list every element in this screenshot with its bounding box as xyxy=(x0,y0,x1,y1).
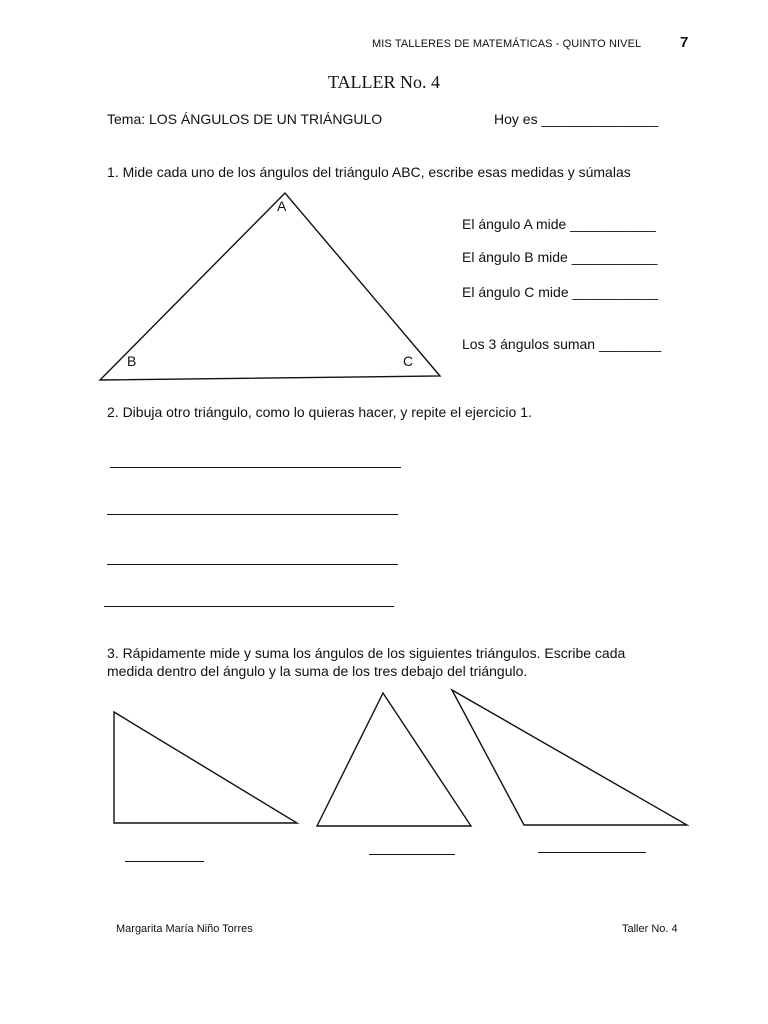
vertex-label-c: C xyxy=(403,353,414,369)
footer-author: Margarita María Niño Torres xyxy=(116,923,253,935)
right-triangle xyxy=(114,712,297,823)
vertex-label-a: A xyxy=(277,198,287,214)
exercise-3-instruction-line-2: medida dentro del ángulo y la suma de los tres debajo del triángulo. xyxy=(107,663,528,679)
exercise-1-instruction: 1. Mide cada uno de los ángulos del triángulo ABC, escribe esas medidas y súmalas xyxy=(107,164,631,180)
sum-line-acute-triangle xyxy=(369,854,455,855)
angles-sum-prompt: Los 3 ángulos suman ________ xyxy=(462,336,662,352)
angle-a-answer: El ángulo A mide ___________ xyxy=(462,216,656,232)
obtuse-triangle xyxy=(452,690,687,825)
page-number: 7 xyxy=(680,34,689,51)
acute-triangle xyxy=(317,693,471,826)
angle-c-answer: El ángulo C mide ___________ xyxy=(462,284,659,300)
vertex-label-b: B xyxy=(127,353,137,369)
angle-b-answer: El ángulo B mide ___________ xyxy=(462,249,658,265)
page-title: TALLER No. 4 xyxy=(327,72,441,92)
sum-line-right-triangle xyxy=(125,861,204,862)
footer-workshop: Taller No. 4 xyxy=(622,923,678,935)
exercise-2-instruction: 2. Dibuja otro triángulo, como lo quieras hacer, y repite el ejercicio 1. xyxy=(107,404,532,420)
topic-label: Tema: LOS ÁNGULOS DE UN TRIÁNGULO xyxy=(107,111,383,127)
date-prompt: Hoy es _______________ xyxy=(494,111,659,127)
sum-line-obtuse-triangle xyxy=(538,852,646,853)
exercise-3-instruction-line-1: 3. Rápidamente mide y suma los ángulos de los siguientes triángulos. Escribe cada xyxy=(107,645,626,661)
running-header: MIS TALLERES DE MATEMÁTICAS - QUINTO NIVEL xyxy=(372,38,642,50)
